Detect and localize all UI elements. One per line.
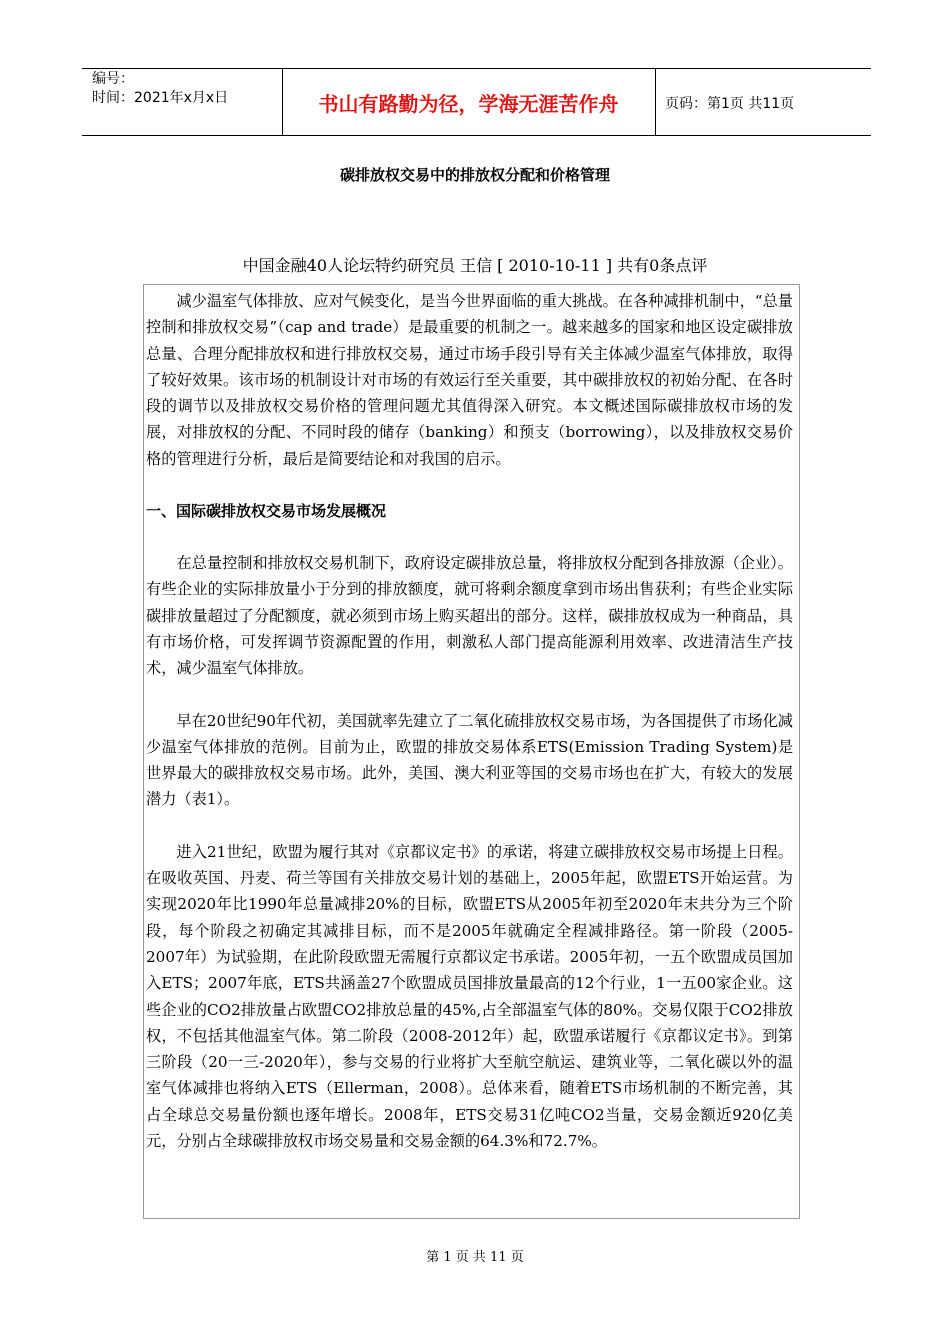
header-top-rule [82, 68, 871, 69]
header-divider-right [655, 68, 656, 135]
document-title: 碳排放权交易中的排放权分配和价格管理 [339, 166, 610, 184]
header-motto: 书山有路勤为径，学海无涯苦作舟 [318, 92, 619, 116]
body-paragraph: 进入21世纪，欧盟为履行其对《京都议定书》的承诺，将建立碳排放权交易市场提上日程。在吸收英国、丹麦、荷兰等国有关排放交易计划的基础上，2005年起，欧盟ETS开始运营。为实现2020年比1990年总量减排20%的目标，欧盟ETS从2005年初至2020年末共分为三个阶段，每个阶段之初确定其减排目标，而不是2005年就确定全程减排路径。第一阶段（2005-2007年）为试验期，在此阶段欧盟无需履行京都议定书承诺。2005年初，一五个欧盟成员国加入ETS；2007年底，ETS共涵盖27个欧盟成员国排放量最高的12个行业，1一五00家企业。这些企业的CO2排放量占欧盟CO2排放总量的45%,占全部温室气体的80%。交易仅限于CO2排放权，不包括其他温室气体。第二阶段（2008-2012年）起，欧盟承诺履行《京都议定书》。到第三阶段（20一三-2020年），参与交易的行业将扩大至航空航运、建筑业等，二氧化碳以外的温室气体减排也将纳入ETS（Ellerman，2008）。总体来看，随着ETS市场机制的不断完善，其占全球总交易量份额也逐年增长。2008年，ETS交易31亿吨CO2当量，交易金额近920亿美元，分别占全球碳排放权市场交易量和交易金额的64.3%和72.7%。 [146, 842, 793, 1151]
body-paragraph: 早在20世纪90年代初，美国就率先建立了二氧化硫排放权交易市场，为各国提供了市场化减少温室气体排放的范例。目前为止，欧盟的排放交易体系ETS(Emission Trading System)是世界最大的碳排放权交易市场。此外，美国、澳大利亚等国的交易市场也在扩大，有较大的发展潜力（表1）。 [146, 711, 794, 809]
header-meta [92, 70, 228, 108]
document-number-label: 编号： [92, 71, 134, 87]
intro-paragraph: 减少温室气体排放、应对气候变化，是当今世界面临的重大挑战。在各种减排机制中，“总量控制和排放权交易”（cap and trade）是最重要的机制之一。越来越多的国家和地区设定碳排放总量、合理分配排放权和进行排放权交易，通过市场手段引导有关主体减少温室气体排放，取得了较好效果。该市场的机制设计对市场的有效运行至关重要，其中碳排放权的初始分配、在各时段的调节以及排放权交易价格的管理问题尤其值得深入研究。本文概述国际碳排放权市场的发展，对排放权的分配、不同时段的储存（banking）和预支（borrowing），以及排放权交易价格的管理进行分析，最后是简要结论和对我国的启示。 [146, 292, 793, 468]
section-heading: 一、国际碳排放权交易市场发展概况 [146, 502, 387, 521]
document-date: 时间：2021年x月x日 [92, 90, 229, 106]
body-paragraph: 在总量控制和排放权交易机制下，政府设定碳排放总量，将排放权分配到各排放源（企业）。有些企业的实际排放量小于分到的排放额度，就可将剩余额度拿到市场出售获利；有些企业实际碳排放量超过了分配额度，就必须到市场上购买超出的部分。这样，碳排放权成为一种商品，具有市场价格，可发挥调节资源配置的作用，刺激私人部门提高能源利用效率、改进清洁生产技术，减少温室气体排放。 [146, 554, 793, 678]
article-body [143, 284, 800, 1219]
page-footer: 第 1 页 共 11 页 [426, 1250, 524, 1265]
author-byline: 中国金融40人论坛特约研究员 王信 [ 2010-10-11 ] 共有0条点评 [242, 256, 708, 275]
header-bottom-rule [82, 135, 871, 136]
header-page-info: 页码：第1页 共11页 [665, 96, 795, 112]
